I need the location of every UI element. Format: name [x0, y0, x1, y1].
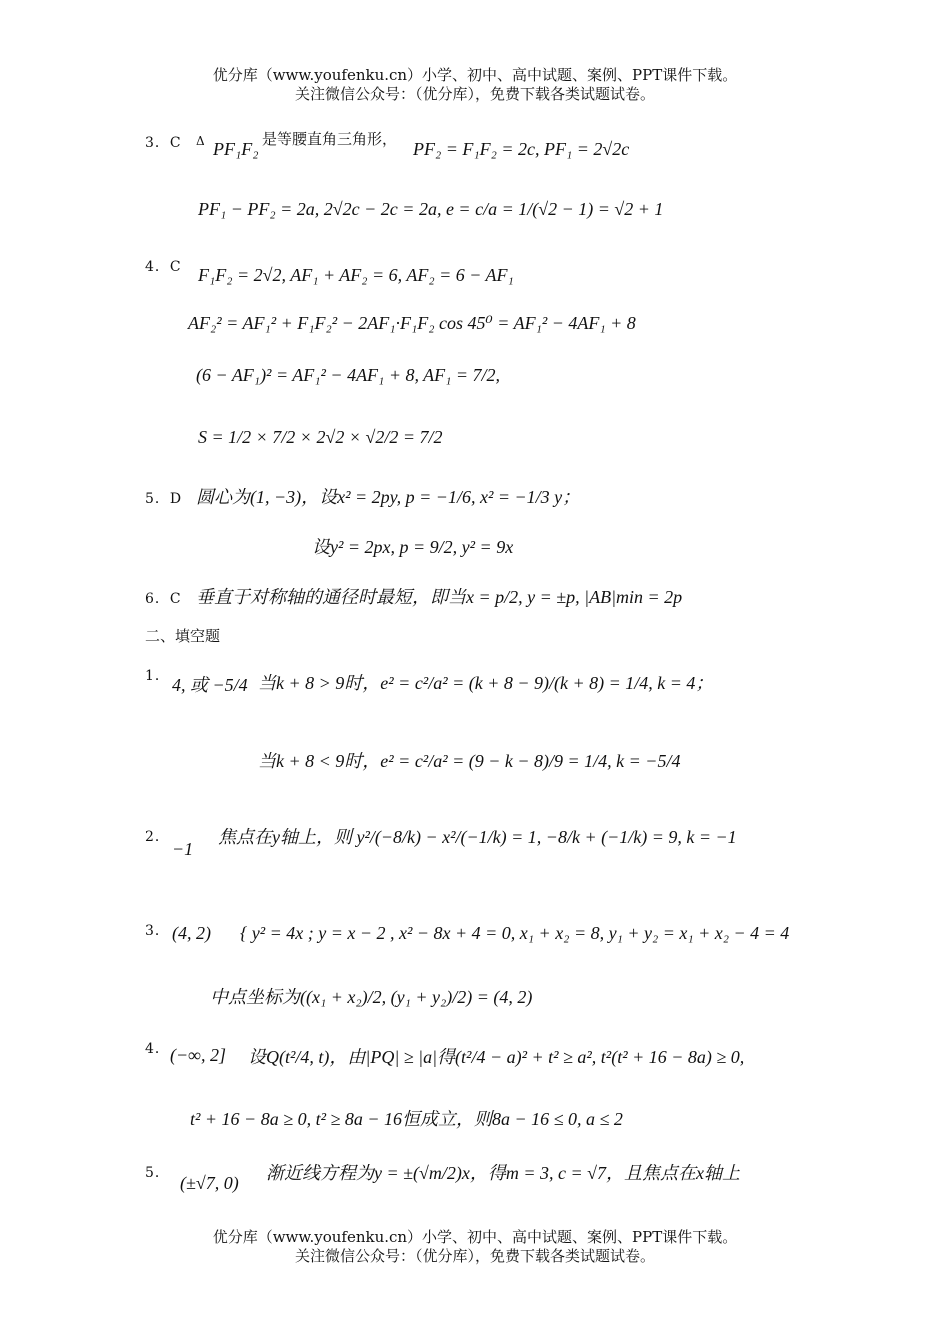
- answer-3-label: 3．C: [145, 135, 182, 151]
- fill-2-formula: 焦点在y轴上，则 y²/(−8/k) − x²/(−1/k) = 1, −8/k + (−1/k) = 9, k = −1: [218, 827, 737, 847]
- fill-1-formula-1: 当k + 8 > 9时，e² = c²/a² = (k + 8 − 9)/(k + 8) = 1/4, k = 4；: [258, 673, 714, 693]
- section-2-heading: 二、填空题: [145, 627, 221, 645]
- answer-5-label: 5．D: [145, 491, 183, 507]
- page-header: [0, 66, 950, 104]
- triangle-symbol: Δ: [196, 134, 205, 148]
- fill-1-answer: 4, 或 −5/4: [172, 675, 248, 695]
- fill-3-label: 3．: [145, 923, 170, 939]
- fill-5-answer: (±√7, 0): [180, 1173, 239, 1193]
- fill-3-formula-1: { y² = 4x ; y = x − 2 , x² − 8x + 4 = 0, x₁ + x₂ = 8, y₁ + y₂ = x₁ + x₂ − 4 = 4: [240, 923, 790, 943]
- answer-5-formula-1: 圆心为(1, −3)，设x² = 2py, p = −1/6, x² = −1/3 y；: [196, 487, 581, 507]
- fill-3-answer: (4, 2): [172, 923, 211, 943]
- answer-4-formula-1: F₁F₂ = 2√2, AF₁ + AF₂ = 6, AF₂ = 6 − AF₁: [198, 265, 514, 285]
- header-line-2: 关注微信公众号：（优分库），免费下载各类试题试卷。: [294, 85, 655, 103]
- fill-5-label: 5．: [145, 1165, 170, 1181]
- answer-3-triangle: PF₁F₂: [213, 139, 259, 159]
- answer-4-formula-3: (6 − AF₁)² = AF₁² − 4AF₁ + 8, AF₁ = 7/2,: [196, 365, 501, 385]
- page-footer: [0, 1228, 950, 1266]
- answer-3-formula-1: PF₂ = F₁F₂ = 2c, PF₁ = 2√2c: [413, 139, 630, 159]
- fill-5-formula: 渐近线方程为y = ±(√m/2)x，得m = 3, c = √7，且焦点在x轴上: [266, 1163, 741, 1183]
- fill-4-formula-1: 设Q(t²/4, t)，由|PQ| ≥ |a|得(t²/4 − a)² + t² ≥ a², t²(t² + 16 − 8a) ≥ 0,: [248, 1047, 745, 1067]
- answer-4-formula-4: S = 1/2 × 7/2 × 2√2 × √2/2 = 7/2: [198, 427, 443, 447]
- header-line-1: 优分库（www.youfenku.cn）小学、初中、高中试题、案例、PPT课件下载。: [212, 66, 738, 84]
- answer-5-formula-2: 设y² = 2px, p = 9/2, y² = 9x: [312, 537, 514, 557]
- fill-4-label: 4．: [145, 1041, 170, 1057]
- answer-6-formula: 垂直于对称轴的通径时最短，即当x = p/2, y = ±p, |AB|min = 2p: [196, 587, 683, 607]
- footer-line-1: 优分库（www.youfenku.cn）小学、初中、高中试题、案例、PPT课件下载。: [212, 1228, 738, 1246]
- fill-2-label: 2．: [145, 829, 170, 845]
- answer-4-label: 4．C: [145, 259, 182, 275]
- answer-3-formula-2: PF₁ − PF₂ = 2a, 2√2c − 2c = 2a, e = c/a = 1/(√2 − 1) = √2 + 1: [198, 199, 664, 219]
- answer-6-label: 6．C: [145, 591, 182, 607]
- answer-3-text: 是等腰直角三角形，: [262, 130, 398, 148]
- answer-4-formula-2: AF₂² = AF₁² + F₁F₂² − 2AF₁·F₁F₂ cos 45⁰ = AF₁² − 4AF₁ + 8: [188, 313, 636, 333]
- fill-4-answer: (−∞, 2]: [170, 1045, 226, 1065]
- fill-3-formula-2: 中点坐标为((x₁ + x₂)/2, (y₁ + y₂)/2) = (4, 2): [210, 987, 533, 1007]
- fill-2-answer: −1: [172, 839, 194, 859]
- fill-1-formula-2: 当k + 8 < 9时，e² = c²/a² = (9 − k − 8)/9 = 1/4, k = −5/4: [258, 751, 681, 771]
- footer-line-2: 关注微信公众号：（优分库），免费下载各类试题试卷。: [294, 1247, 655, 1265]
- fill-1-label: 1．: [145, 668, 170, 684]
- fill-4-formula-2: t² + 16 − 8a ≥ 0, t² ≥ 8a − 16恒成立，则8a − 16 ≤ 0, a ≤ 2: [190, 1109, 623, 1129]
